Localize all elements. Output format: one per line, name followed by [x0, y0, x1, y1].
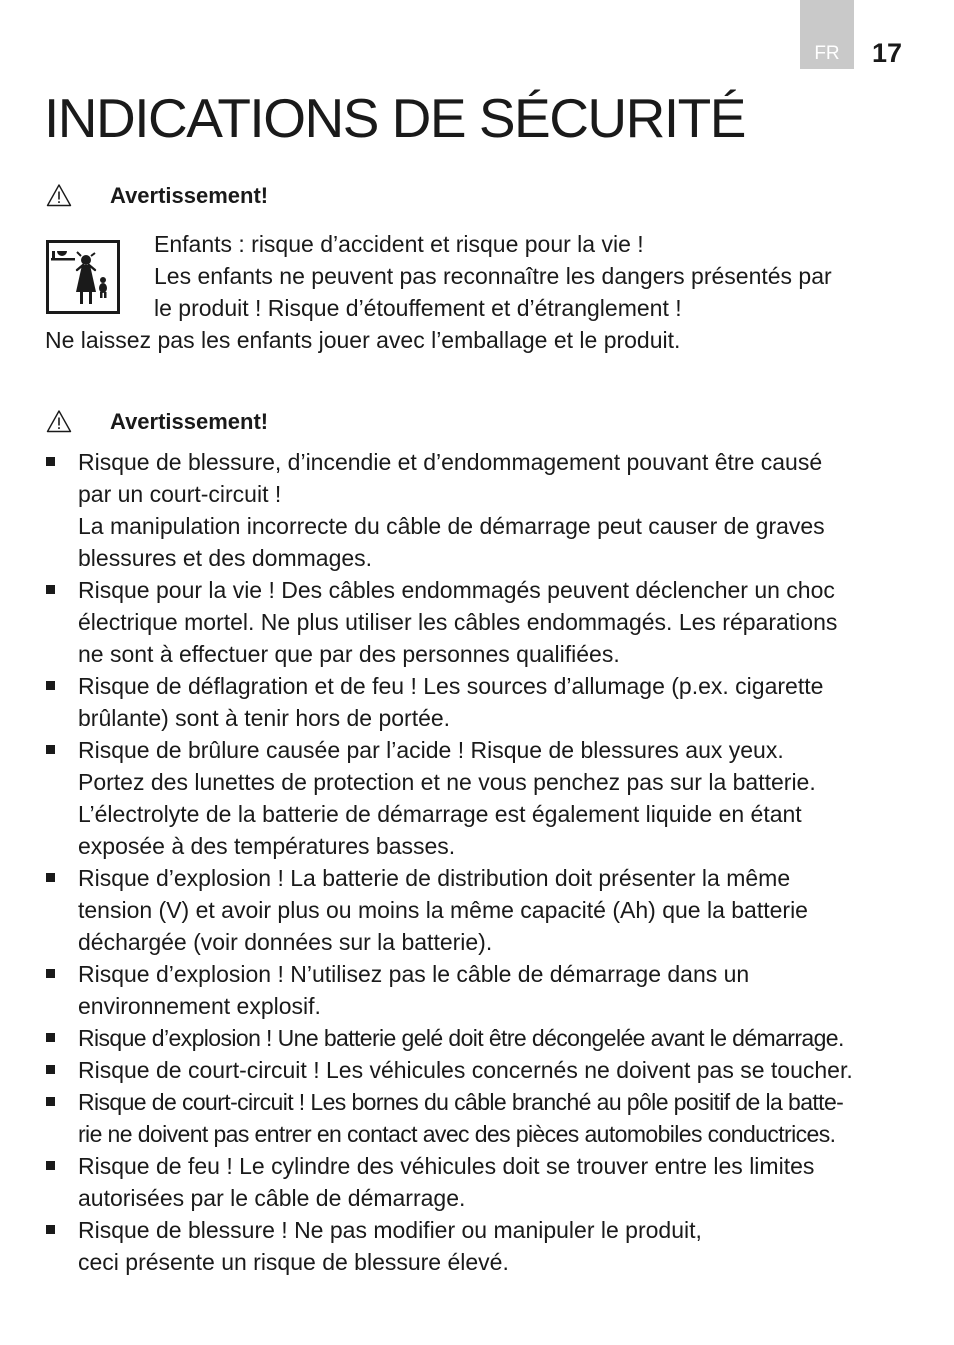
- text-line: ne sont à effectuer que par des personnes qualifiées.: [78, 641, 620, 667]
- warning1-text: [154, 228, 832, 324]
- warning-heading-2: [46, 406, 269, 436]
- text-line: environnement explosif.: [78, 993, 321, 1019]
- text-line: par un court-circuit !: [78, 481, 282, 507]
- list-item: [44, 1150, 924, 1214]
- text-line: Risque de déflagration et de feu ! Les sources d’allumage (p.ex. cigarette: [78, 673, 824, 699]
- warning1-tail: Ne laissez pas les enfants jouer avec l’emballage et le produit.: [45, 327, 681, 353]
- text-line: Risque de blessure ! Ne pas modifier ou manipuler le produit,: [78, 1217, 702, 1243]
- text-line: L’électrolyte de la batterie de démarrage est également liquide en étant: [78, 801, 802, 827]
- page-title: INDICATIONS DE SÉCURITÉ: [44, 87, 745, 149]
- list-item: [44, 862, 924, 958]
- text-line: Risque de feu ! Le cylindre des véhicules doit se trouver entre les limites: [78, 1153, 815, 1179]
- warning-heading-1: [46, 180, 269, 210]
- list-item: [44, 958, 924, 1022]
- warning-heading-label: Avertissement!: [110, 183, 269, 208]
- risk-list: [44, 446, 924, 1278]
- text-line: électrique mortel. Ne plus utiliser les câbles endommagés. Les réparations: [78, 609, 838, 635]
- text-line: rie ne doivent pas entrer en contact avec des pièces automobiles conductrices.: [78, 1121, 836, 1147]
- text-line: Risque d’explosion ! Une batterie gelé doit être décongelée avant le démarrage.: [78, 1025, 844, 1051]
- page-number: 17: [872, 38, 903, 68]
- warning-triangle-icon: [46, 183, 72, 207]
- text-line: tension (V) et avoir plus ou moins la même capacité (Ah) que la batterie: [78, 897, 808, 923]
- list-item: [44, 574, 924, 670]
- text-line: Risque de brûlure causée par l’acide ! Risque de blessures aux yeux.: [78, 737, 784, 763]
- text-line: Enfants : risque d’accident et risque pour la vie !: [154, 231, 644, 257]
- text-line: Portez des lunettes de protection et ne vous penchez pas sur la batterie.: [78, 769, 816, 795]
- text-line: La manipulation incorrecte du câble de démarrage peut causer de graves: [78, 513, 825, 539]
- text-line: Risque d’explosion ! La batterie de distribution doit présenter la même: [78, 865, 791, 891]
- warning-triangle-icon: [46, 409, 72, 433]
- list-item: [44, 446, 924, 574]
- text-line: exposée à des températures basses.: [78, 833, 456, 859]
- text-line: ceci présente un risque de blessure élevé.: [78, 1249, 509, 1275]
- text-line: Les enfants ne peuvent pas reconnaître les dangers présentés par: [154, 263, 832, 289]
- list-item: [44, 734, 924, 862]
- text-line: le produit ! Risque d’étouffement et d’étranglement !: [154, 295, 682, 321]
- list-item: [44, 1022, 924, 1054]
- list-item: [44, 1214, 924, 1278]
- text-line: déchargée (voir données sur la batterie).: [78, 929, 493, 955]
- text-line: Risque pour la vie ! Des câbles endommagés peuvent déclencher un choc: [78, 577, 835, 603]
- text-line: Risque de court-circuit ! Les bornes du câble branché au pôle positif de la batte-: [78, 1089, 844, 1115]
- list-item: [44, 1054, 924, 1086]
- list-item: [44, 1086, 924, 1150]
- text-line: brûlante) sont à tenir hors de portée.: [78, 705, 451, 731]
- child-danger-icon: [46, 240, 120, 314]
- text-line: Risque de court-circuit ! Les véhicules concernés ne doivent pas se toucher.: [78, 1057, 853, 1083]
- language-tab: FR: [800, 0, 854, 69]
- text-line: blessures et des dommages.: [78, 545, 373, 571]
- text-line: autorisées par le câble de démarrage.: [78, 1185, 466, 1211]
- warning-heading-label: Avertissement!: [110, 409, 269, 434]
- list-item: [44, 670, 924, 734]
- text-line: Risque de blessure, d’incendie et d’endommagement pouvant être causé: [78, 449, 823, 475]
- text-line: Risque d’explosion ! N’utilisez pas le câble de démarrage dans un: [78, 961, 750, 987]
